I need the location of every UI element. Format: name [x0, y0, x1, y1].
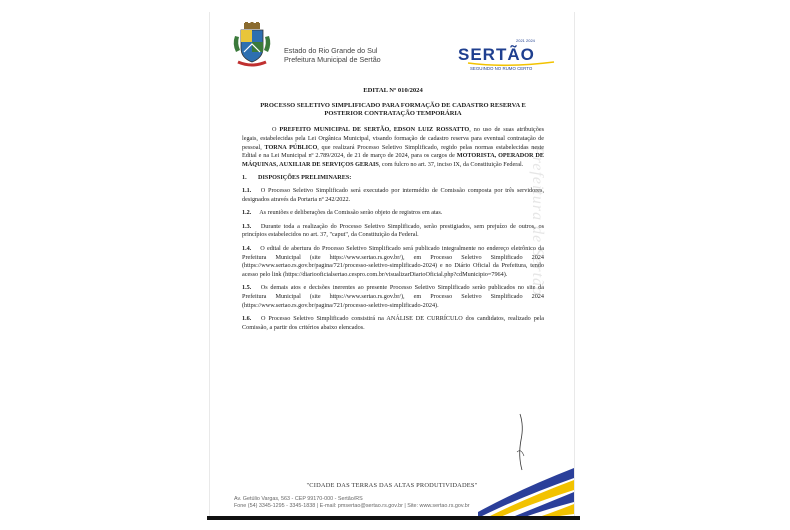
- list-item: [242, 223, 544, 240]
- scan-bottom-edge: [207, 516, 580, 520]
- sertao-logo-icon: [454, 34, 562, 74]
- item-number: 1.5.: [242, 284, 252, 292]
- municipality-text: [284, 46, 381, 64]
- item-text: O Processo Seletivo Simplificado consistirá na ANÁLISE DE CURRÍCULO dos candidatos, realizado pela Comissão, a partir dos critérios abaixo elencados.: [242, 315, 545, 331]
- footer-address: [234, 496, 494, 510]
- edital-title: EDITAL Nº 010/2024: [363, 87, 423, 94]
- item-number: 1.3.: [242, 222, 252, 230]
- letterhead: [232, 22, 562, 74]
- intro-part3: , com fulcro no art. 37, inciso IX, da Constituição Federal.: [378, 160, 524, 168]
- municipal-crest-icon: [232, 22, 272, 70]
- item-text: O Processo Seletivo Simplificado será executado por intermédio de Comissão composta por três servidores, designados através da Portaria nº 242/2022.: [242, 186, 544, 203]
- logo-small-text: 2021 2024: [516, 38, 535, 43]
- footer-stripes-icon: [478, 468, 574, 518]
- item-text: As reuniões e deliberações da Comissão serão objeto de registros em atas.: [259, 209, 443, 217]
- item-number: 1.1.: [242, 186, 252, 194]
- signature-mark: [512, 412, 528, 472]
- intro-part2: , que realizará Processo Seletivo Simplificado, regido pelas normas estabelecidas neste Edital e na Lei Municipal nº 2.789/2024, de 21 de março de 2024, para os cargos de: [242, 143, 544, 160]
- prefeitura-line: Prefeitura Municipal de Sertão: [284, 55, 381, 64]
- cargos-list: MOTORISTA, OPERADOR DE MÁQUINAS, AUXILIAR DE SERVIÇOS GERAIS: [242, 152, 544, 168]
- section-number: 1.: [242, 174, 247, 182]
- item-number: 1.4.: [242, 244, 252, 252]
- edital-body: [242, 87, 544, 337]
- intro-part1: , no uso de suas atribuições legais, estabelecidas pela Lei Orgânica Municipal, visando formação de cadastro reserva para eventual contratação de pessoal,: [242, 126, 544, 151]
- logo-wordmark: SERTÃO: [458, 45, 535, 64]
- item-text: Durante toda a realização do Processo Seletivo Simplificado, serão prestigiados, sem prejuízo de outros, os princípios estabelecidos no art. 37, "caput", da Constituição da Federal.: [242, 222, 544, 239]
- item-number: 1.6.: [242, 315, 252, 323]
- contact-line: Fone (54) 3345-1295 - 3345-1838 | E-mail: pmsertao@sertao.rs.gov.br | Site: www.sertao.rs.gov.br: [234, 503, 470, 510]
- list-item: [242, 245, 544, 279]
- intro-lead: O: [272, 126, 280, 134]
- list-item: [242, 284, 544, 310]
- footer-slogan: "CIDADE DAS TERRAS DAS ALTAS PRODUTIVIDADES": [306, 482, 478, 489]
- torna-publico: TORNA PÚBLICO: [264, 143, 318, 151]
- item-number: 1.2.: [242, 209, 252, 217]
- edital-subtitle: PROCESSO SELETIVO SIMPLIFICADO PARA FORMAÇÃO DE CADASTRO RESERVA E POSTERIOR CONTRATAÇÃO TEMPORÁRIA: [260, 101, 526, 117]
- list-item: [242, 187, 544, 204]
- logo-tagline: SEGUINDO NO RUMO CERTO: [470, 66, 533, 71]
- mayor-name: PREFEITO MUNICIPAL DE SERTÃO, EDSON LUIZ ROSSATTO: [279, 126, 470, 134]
- item-text: O edital de abertura do Processo Seletivo Simplificado será publicado integralmente no endereço eletrônico da Prefeitura Municipal (site https://www.sertao.rs.gov.br/), em Processo Seletivo Simplificado 2024 (https://www.sertao.rs.gov.br/pagina/721/processo-seletivo-simplificado-2024) e no Diário Oficial da Prefeitura, tendo acesso pelo link (https://diariooficialsertao.cespro.com.br/visualizarDiarioOficial.php?cdMunicipio=7964).: [242, 244, 545, 278]
- watermark-text: Prefeitura de Sertão: [528, 145, 546, 297]
- document-page: [210, 12, 574, 518]
- intro-paragraph: [242, 126, 544, 169]
- section-title: DISPOSIÇÕES PRELIMINARES:: [258, 174, 352, 182]
- section-heading: [242, 174, 544, 183]
- item-text: Os demais atos e decisões inerentes ao presente Processo Seletivo Simplificado serão publicados no site da Prefeitura Municipal (site https://www.sertao.rs.gov.br/), em Processo Seletivo Simplificado 2024 (https://www.sertao.rs.gov.br/pagina/721/processo-seletivo-simplificado-2024).: [242, 284, 544, 309]
- list-item: [242, 209, 544, 218]
- address-line: Av. Getúlio Vargas, 563 - CEP 99170-000 - Sertão/RS: [234, 496, 363, 502]
- state-line: Estado do Rio Grande do Sul: [284, 46, 378, 55]
- list-item: [242, 315, 544, 332]
